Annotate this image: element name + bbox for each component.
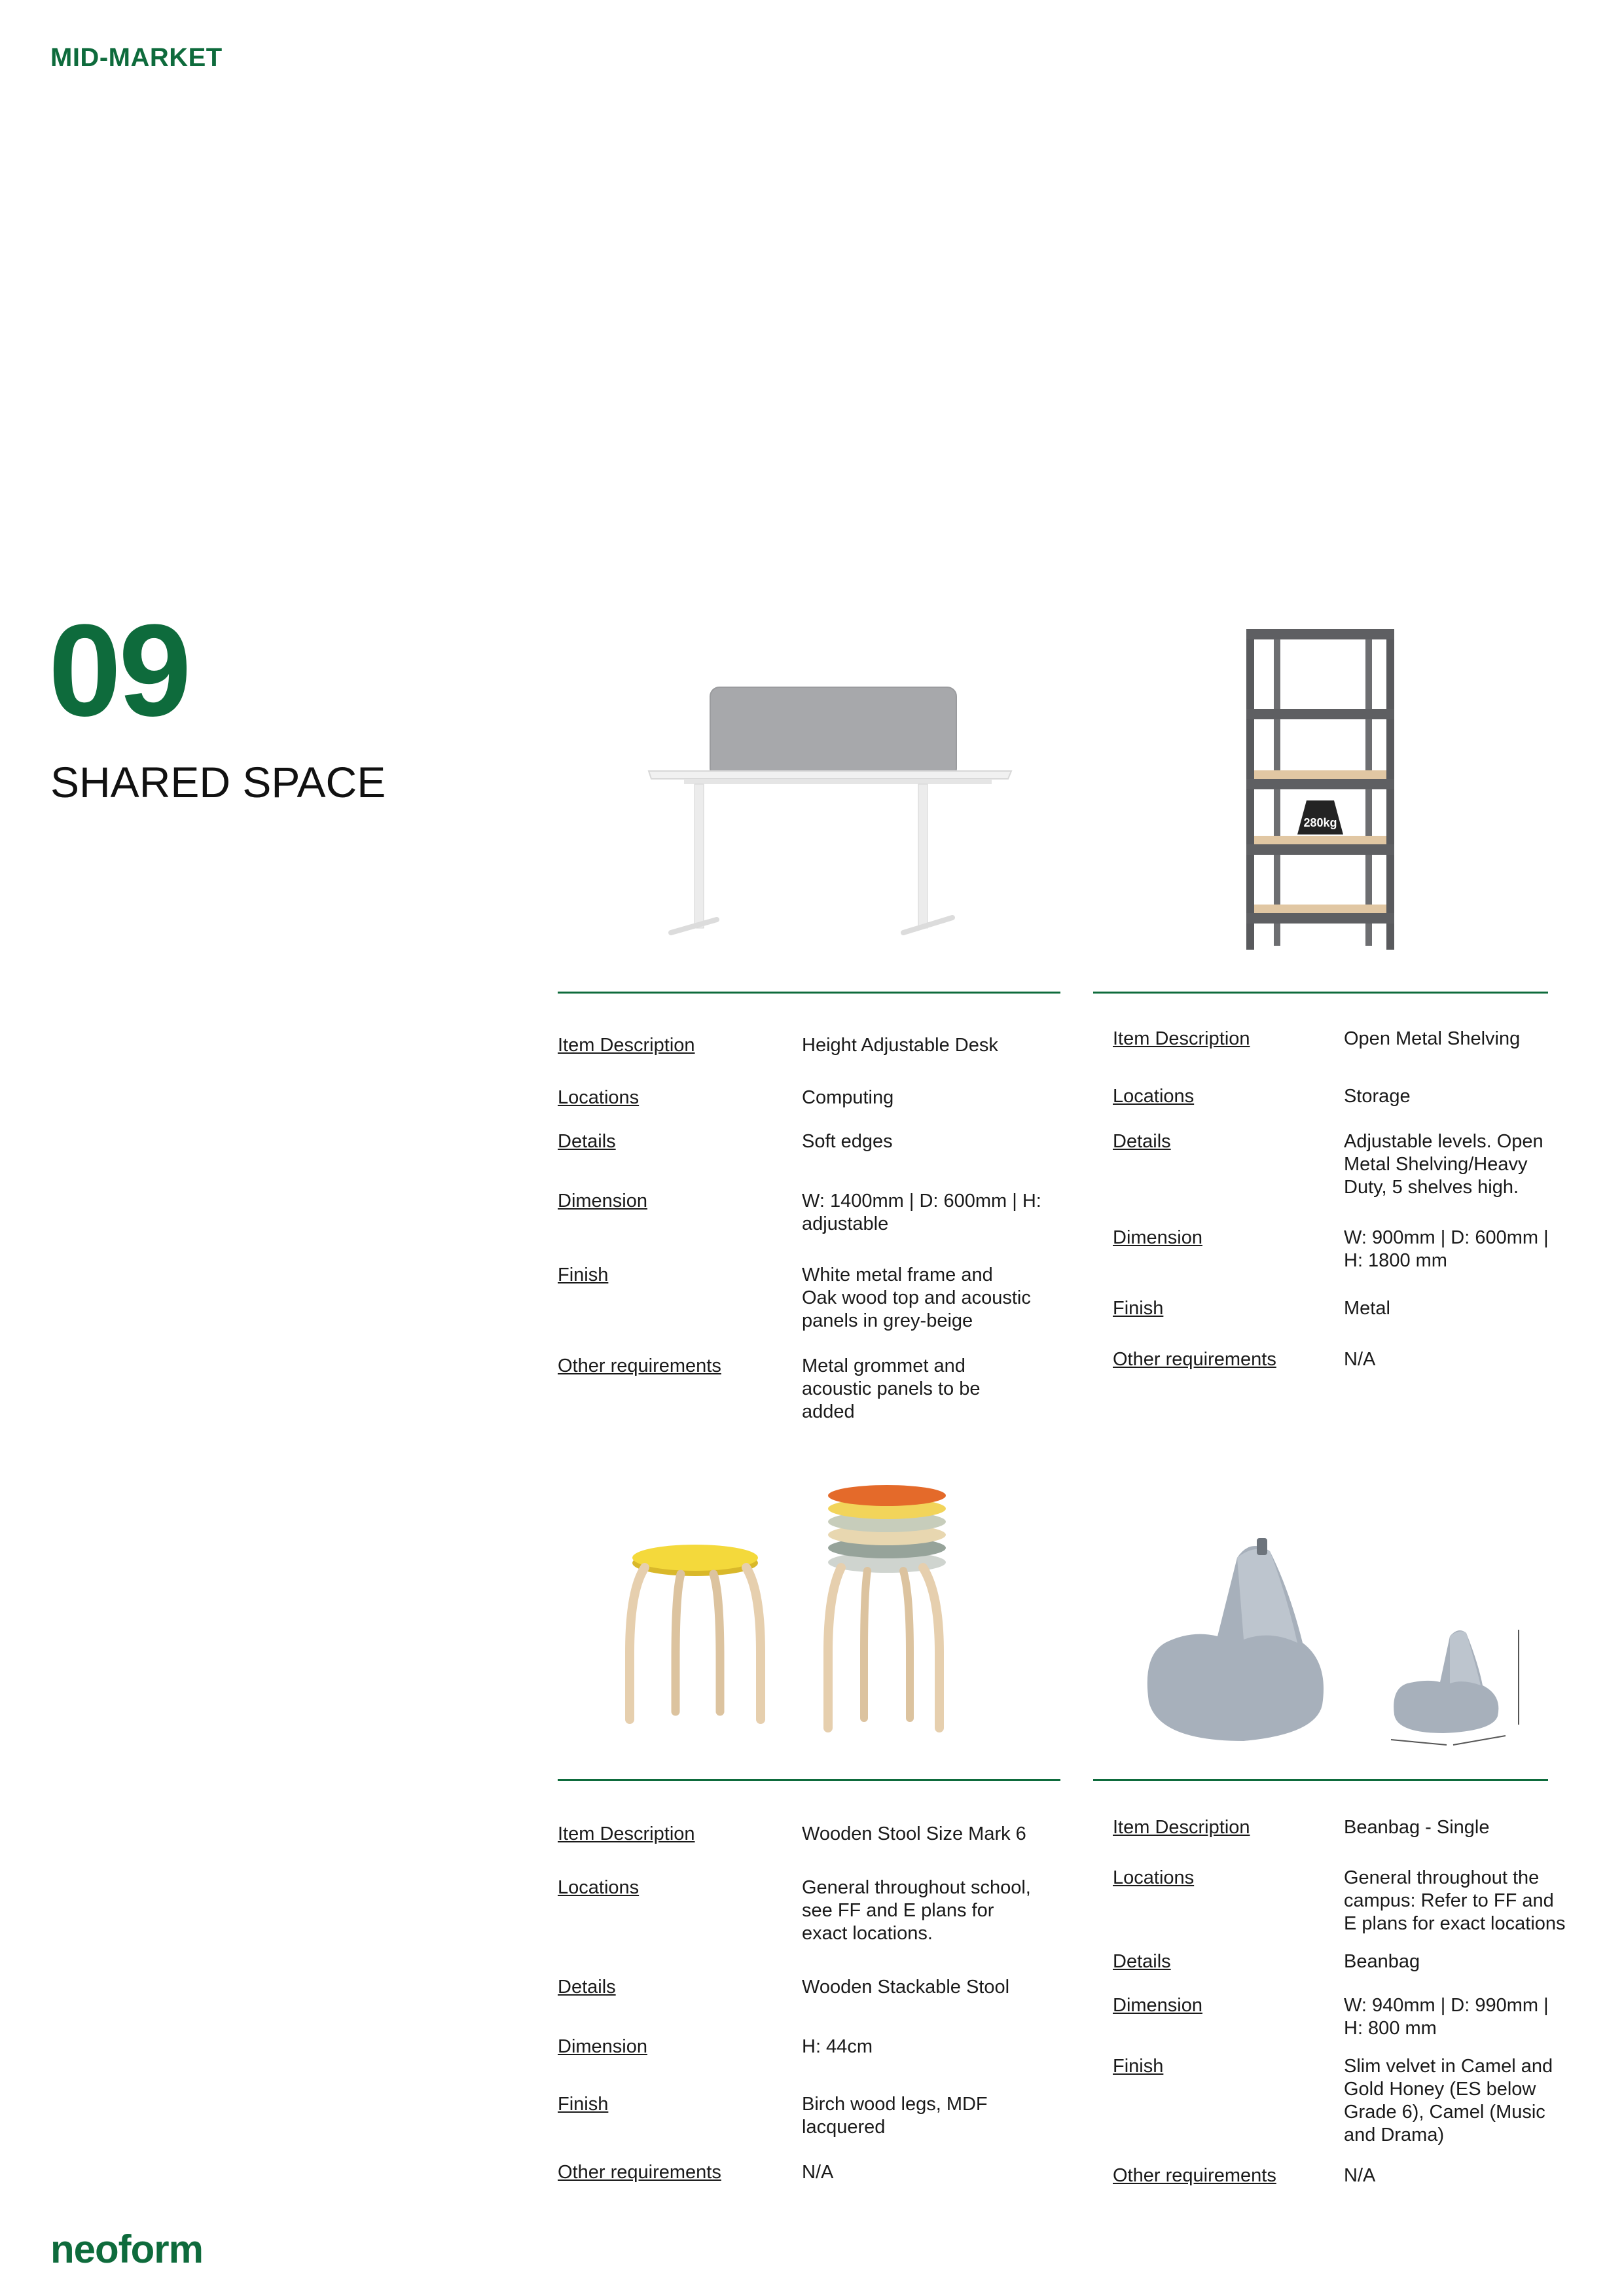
spec-value: Metal [1344,1298,1390,1319]
spec-value: Open Metal Shelving [1344,1028,1521,1049]
spec-value: General throughout school, see FF and E plans for exact locations. [802,1877,1031,1944]
spec-label: Dimension [1113,1995,1202,2016]
neoform-logo: neoform [50,2227,203,2271]
spec-label: Other requirements [558,2162,721,2183]
spec-value: White metal frame and Oak wood top and acoustic panels in grey-beige [802,1265,1031,1331]
spec-value: Wooden Stackable Stool [802,1977,1010,1998]
spec-value: W: 940mm | D: 990mm | H: 800 mm [1344,1995,1549,2039]
spec-label: Details [1113,1951,1171,1972]
header-label: MID-MARKET [50,43,223,72]
spec-label: Dimension [1113,1227,1202,1248]
spec-label: Dimension [558,2036,647,2057]
spec-label: Locations [1113,1086,1195,1107]
height-adjustable-desk-image [645,681,1024,942]
metal-shelving-image [1244,625,1414,952]
beanbag-image [1139,1532,1545,1754]
spec-value: Slim velvet in Camel and Gold Honey (ES below Grade 6), Camel (Music and Drama) [1344,2056,1553,2145]
spec-label: Item Description [558,1823,695,1844]
spec-value: N/A [1344,1349,1376,1370]
spec-value: Soft edges [802,1131,893,1152]
spec-value: Wooden Stool Size Mark 6 [802,1823,1026,1844]
spec-value: W: 900mm | D: 600mm | H: 1800 mm [1344,1227,1549,1271]
shelving-weight-label: 280kg [1303,816,1337,829]
spec-value: Height Adjustable Desk [802,1035,998,1056]
divider-rule [1093,992,1548,994]
spec-label: Finish [1113,1298,1164,1319]
divider-rule [558,992,1060,994]
spec-value: W: 1400mm | D: 600mm | H: adjustable [802,1191,1041,1234]
spec-label: Other requirements [1113,1349,1276,1370]
spec-value: N/A [802,2162,834,2183]
spec-value: Computing [802,1087,894,1108]
section-number: 09 [48,598,189,744]
spec-label: Details [558,1977,616,1998]
spec-label: Details [558,1131,616,1152]
divider-rule [1093,1779,1548,1781]
spec-label: Finish [1113,2056,1164,2077]
spec-label: Dimension [558,1191,647,1211]
spec-label: Finish [558,1265,609,1285]
spec-value: Beanbag - Single [1344,1817,1490,1838]
spec-value: Birch wood legs, MDF lacquered [802,2094,988,2138]
spec-label: Locations [558,1087,640,1108]
spec-value: Metal grommet and acoustic panels to be added [802,1355,981,1422]
spec-label: Locations [1113,1867,1195,1888]
spec-label: Details [1113,1131,1171,1152]
spec-label: Item Description [558,1035,695,1056]
section-title: SHARED SPACE [50,758,386,806]
spec-value: H: 44cm [802,2036,873,2057]
spec-value: Beanbag [1344,1951,1420,1972]
spec-label: Item Description [1113,1817,1250,1838]
spec-label: Item Description [1113,1028,1250,1049]
spec-value: General throughout the campus: Refer to FF and E plans for exact locations [1344,1867,1566,1934]
wooden-stool-image [615,1482,982,1738]
spec-value: Adjustable levels. Open Metal Shelving/Heavy Duty, 5 shelves high. [1344,1131,1543,1198]
divider-rule [558,1779,1060,1781]
spec-label: Locations [558,1877,640,1898]
spec-label: Other requirements [558,1355,721,1376]
spec-value: N/A [1344,2165,1376,2186]
spec-label: Other requirements [1113,2165,1276,2186]
spec-value: Storage [1344,1086,1411,1107]
spec-label: Finish [558,2094,609,2115]
